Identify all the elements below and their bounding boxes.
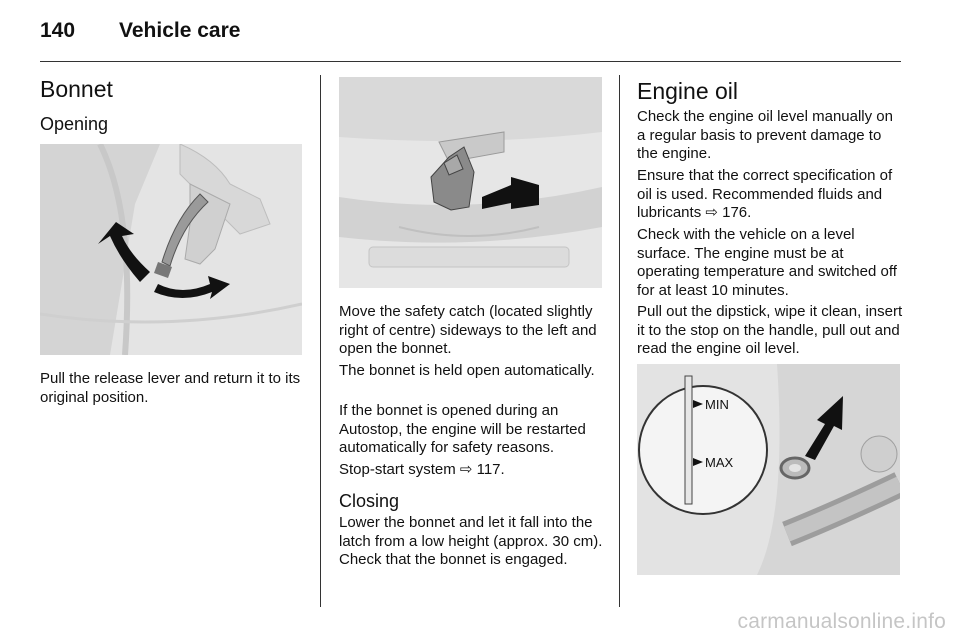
col3-para-2: Ensure that the correct specification of oil is used. Recommended fluids and lubricants ⇨ 176.	[637, 167, 893, 222]
col2-para-2: The bonnet is held open automatically.	[339, 362, 595, 379]
col2-para-3: If the bonnet is opened during an Autostop, the engine will be restarted automatically for safety reasons.	[339, 402, 586, 457]
page-number: 140	[40, 19, 76, 42]
closing-heading: Closing	[339, 491, 400, 511]
col3-para-1: Check the engine oil level manually on a regular basis to prevent damage to the engine.	[637, 108, 893, 163]
column-divider-1	[320, 75, 321, 607]
dipstick-min-label: MIN	[705, 397, 729, 412]
col3-para-3: Check with the vehicle on a level surface. The engine must be at operating temperature and switched off for at least 10 minutes.	[637, 226, 897, 299]
col1-para-1: Pull the release lever and return it to its original position.	[40, 370, 301, 406]
opening-heading: Opening	[40, 114, 109, 134]
col2-para-4: Stop-start system ⇨ 117.	[339, 461, 505, 478]
column-divider-2	[619, 75, 620, 607]
header-rule	[40, 61, 901, 62]
engine-oil-heading: Engine oil	[637, 78, 739, 104]
section-title: Vehicle care	[119, 19, 241, 42]
col3-para-4: Pull out the dipstick, wipe it clean, insert it to the stop on the handle, pull out and read the engine oil level.	[637, 303, 903, 358]
dipstick-max-label: MAX	[705, 455, 734, 470]
bonnet-heading: Bonnet	[40, 76, 113, 102]
col2-para-1: Move the safety catch (located slightly right of centre) sideways to the left and open the bonnet.	[339, 303, 597, 358]
safety-catch-illustration	[339, 77, 602, 288]
dipstick-illustration	[637, 364, 900, 575]
release-lever-illustration	[40, 144, 302, 355]
col2-closing-para: Lower the bonnet and let it fall into the latch from a low height (approx. 30 cm). Check that the bonnet is engaged.	[339, 514, 603, 569]
watermark: carmanualsonline.info	[737, 610, 946, 633]
